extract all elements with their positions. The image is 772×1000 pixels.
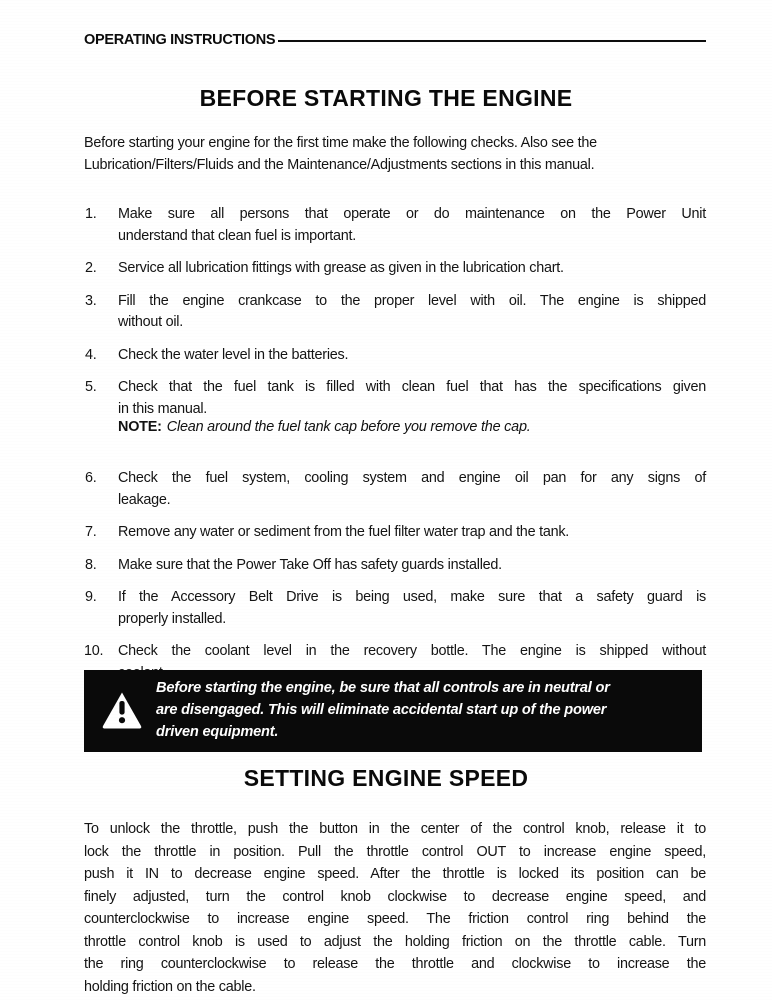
list-item-body [118,345,706,367]
list-item-line: Check the water level in the batteries. [118,346,349,363]
list-item-body [118,258,706,280]
list-item-body [118,587,706,630]
paragraph-line: counterclockwise to increase engine speed. The friction control ring behind the [84,911,706,927]
list-item-line: understand that clean fuel is important. [118,227,356,244]
list-item-number: 9. [85,589,97,605]
list-item-body [118,468,706,511]
list-item-number: 7. [85,524,97,540]
warning-line-3: driven equipment. [156,724,279,740]
note-text: Clean around the fuel tank cap before you remove the cap. [166,419,531,435]
section-heading-setting-engine-speed: SETTING ENGINE SPEED [243,765,529,791]
list-item-body [118,204,706,247]
intro-paragraph [84,133,706,176]
list-item [84,258,706,280]
list-item-line: without oil. [118,314,183,330]
list-item [84,587,706,630]
list-item [84,204,706,247]
list-item [84,468,706,511]
list-item-line: Check the coolant level in the recovery bottle. The engine is shipped without [118,643,706,659]
warning-triangle-icon [100,689,144,731]
intro-line-2: Lubrication/Filters/Fluids and the Maintenance/Adjustments sections in this manual. [84,156,595,173]
list-item [84,345,706,367]
paragraph-line: To unlock the throttle, push the button in the center of the control knob, release it to [84,821,706,837]
paragraph-line: push it IN to decrease engine speed. After the throttle is locked its position can be [84,866,706,882]
paragraph-line: finely adjusted, turn the control knob clockwise to decrease engine speed, and [84,888,706,905]
list-item-line: Remove any water or sediment from the fuel filter water trap and the tank. [118,524,570,540]
setting-engine-speed-paragraph [84,818,706,998]
warning-banner [84,670,702,752]
list-item [84,291,706,334]
list-item-line: in this manual. [118,400,208,417]
checklist-upper [84,204,706,431]
note-label: NOTE: [118,419,162,435]
list-item-line: Make sure that the Power Take Off has safety guards installed. [118,556,502,573]
paragraph-line: throttle control knob is used to adjust the holding friction on the throttle cable. Turn [84,933,706,950]
section-heading-before-starting: BEFORE STARTING THE ENGINE [199,85,573,111]
intro-line-1: Before starting your engine for the first time make the following checks. Also see the [84,135,597,151]
list-item-line: Make sure all persons that operate or do maintenance on the Power Unit [118,206,706,222]
list-item-body [118,377,706,420]
list-item-line: Fill the engine crankcase to the proper level with oil. The engine is shipped [118,292,706,309]
header-rule [278,40,706,42]
warning-line-2: are disengaged. This will eliminate accidental start up of the power [156,702,607,718]
list-item [84,522,706,544]
paragraph-line: holding friction on the cable. [84,978,256,995]
list-item-number: 4. [85,346,97,363]
list-item-line: leakage. [118,491,171,508]
paragraph-line: the ring counterclockwise to release the throttle and clockwise to increase the [84,956,706,972]
list-item-line: Service all lubrication fittings with grease as given in the lubrication chart. [118,260,564,276]
list-item-body [118,522,706,544]
warning-line-1: Before starting the engine, be sure that all controls are in neutral or [156,680,610,696]
list-item-number: 1. [85,206,97,222]
list-item-number: 6. [85,470,97,486]
warning-message [156,677,688,743]
list-item-number: 10. [84,643,104,659]
list-item-number: 3. [85,292,97,309]
list-item-line: If the Accessory Belt Drive is being used, make sure that a safety guard is [118,589,706,605]
list-item [84,555,706,577]
list-item [84,377,706,420]
page-header [84,32,706,48]
list-item-number: 5. [85,379,97,395]
note-callout [118,417,706,438]
list-item-body [118,555,706,577]
list-item-number: 8. [85,556,97,573]
paragraph-line: lock the throttle in position. Pull the throttle control OUT to increase engine speed, [84,843,706,860]
list-item-line: properly installed. [118,610,227,627]
list-item-line: Check that the fuel tank is filled with clean fuel that has the specifications given [118,379,706,395]
list-item-line: Check the fuel system, cooling system and engine oil pan for any signs of [118,470,706,486]
list-item-number: 2. [85,260,97,276]
header-title: OPERATING INSTRUCTIONS [84,32,276,48]
checklist-lower [84,468,706,695]
list-item-body [118,291,706,334]
